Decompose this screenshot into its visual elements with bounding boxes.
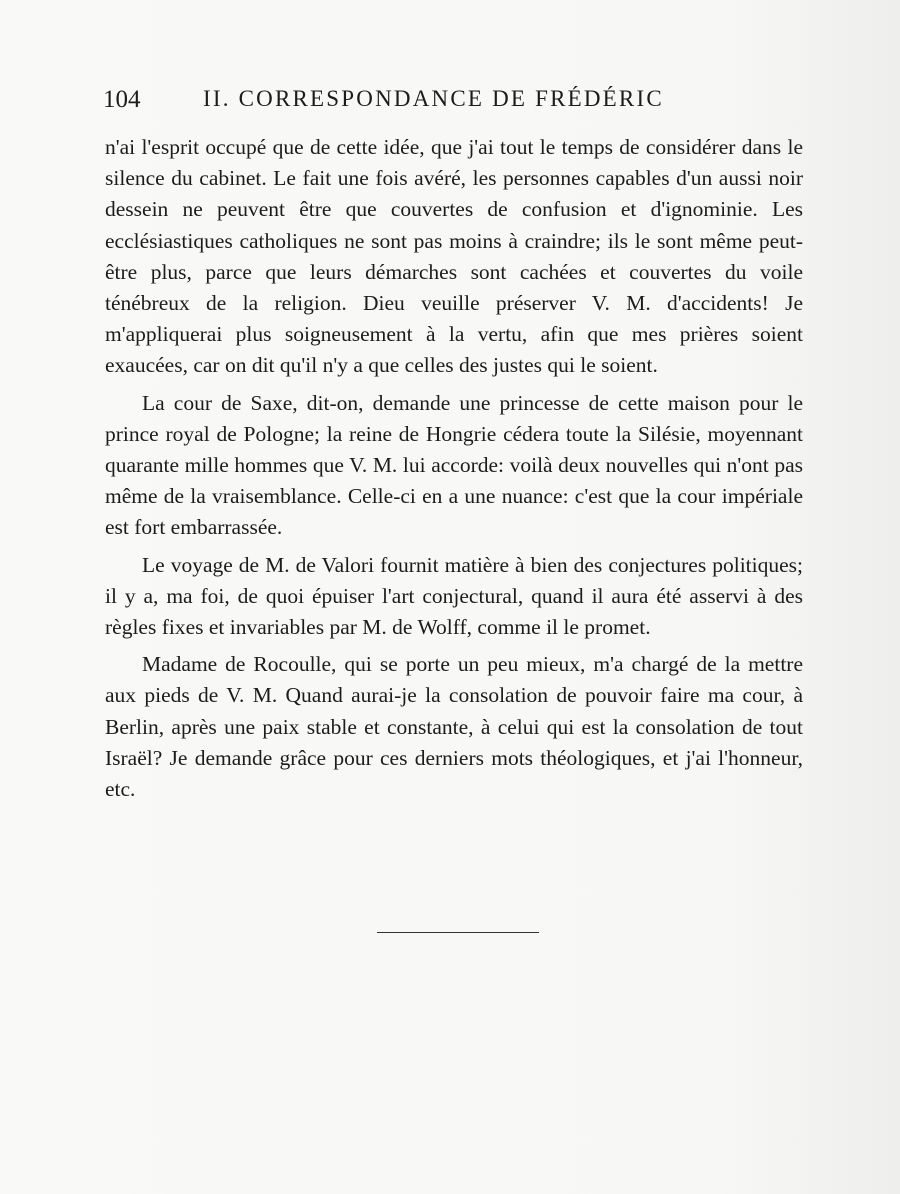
- body-text: [105, 132, 803, 811]
- section-divider: [377, 932, 539, 933]
- paragraph-1: n'ai l'esprit occupé que de cette idée, que j'ai tout le temps de considérer dans le silence du cabinet. Le fait une fois avéré, les personnes capables d'un aussi noir dessein ne peuvent être que couvertes de confusion et d'ignominie. Les ecclésiastiques catholiques ne sont pas moins à craindre; ils le sont même peut-être plus, parce que leurs démarches sont cachées et couvertes du voile ténébreux de la religion. Dieu veuille préserver V. M. d'accidents! Je m'appliquerai plus soigneusement à la vertu, afin que mes prières soient exaucées, car on dit qu'il n'y a que celles des justes qui le soient.: [105, 135, 803, 378]
- paragraph-4: Madame de Rocoulle, qui se porte un peu mieux, m'a chargé de la mettre aux pieds de V. M. Quand aurai-je la consolation de pouvoir faire ma cour, à Berlin, après une paix stable et constante, à celui qui est la consolation de tout Israël? Je demande grâce pour ces derniers mots théologiques, et j'ai l'honneur, etc.: [105, 652, 803, 802]
- page-number: 104: [103, 86, 141, 113]
- paragraph-2: La cour de Saxe, dit-on, demande une princesse de cette maison pour le prince royal de Pologne; la reine de Hongrie cédera toute la Silésie, moyennant quarante mille hommes que V. M. lui accorde: voilà deux nouvelles qui n'ont pas même de la vraisemblance. Celle-ci en a une nuance: c'est que la cour impériale est fort embarrassée.: [105, 390, 803, 540]
- page-header: [103, 86, 803, 126]
- running-title: II. CORRESPONDANCE DE FRÉDÉRIC: [203, 86, 664, 111]
- paragraph-3: Le voyage de M. de Valori fournit matière à bien des conjectures politiques; il y a, ma foi, de quoi épuiser l'art conjectural, quand il aura été asservi à des règles fixes et invariables par M. de Wolff, comme il le promet.: [105, 552, 803, 640]
